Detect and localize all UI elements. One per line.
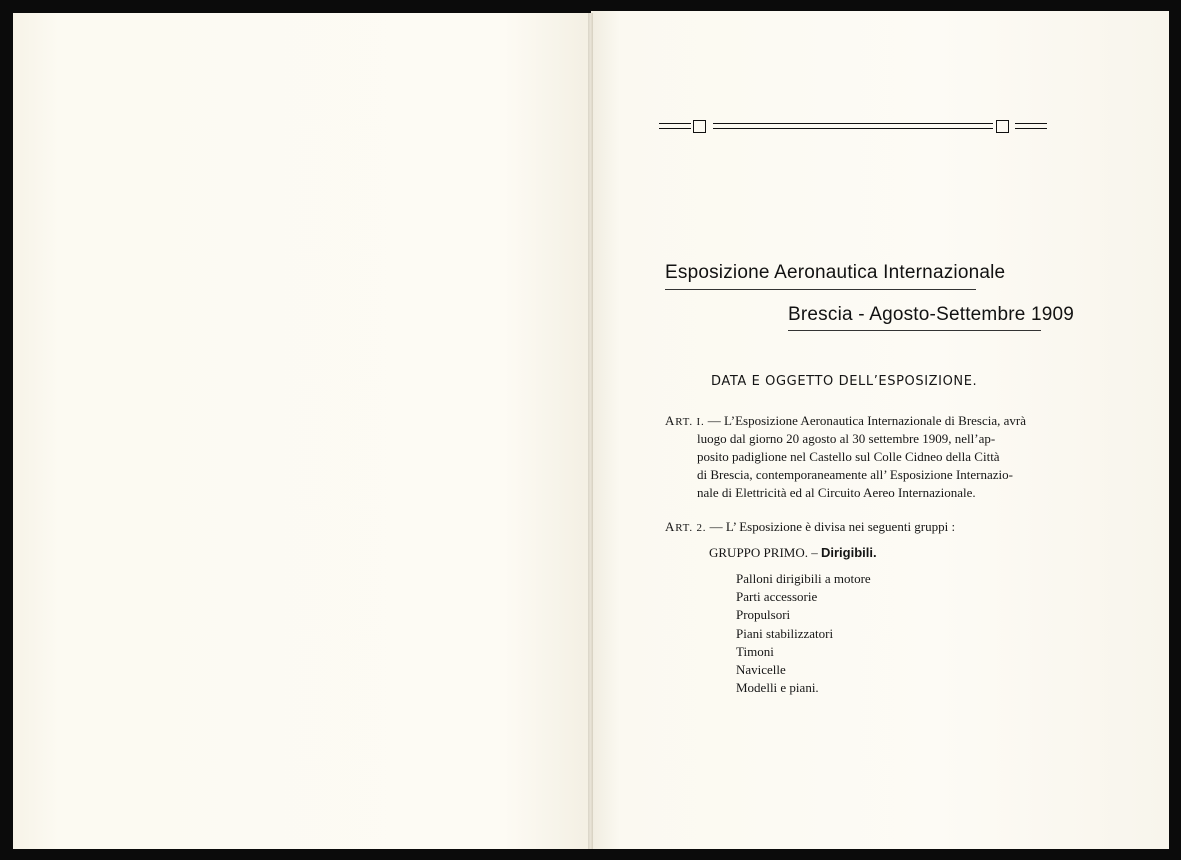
list-item: Propulsori (736, 607, 791, 623)
group-items-list (736, 570, 871, 697)
list-item: Timoni (736, 643, 774, 659)
article-1-text-line: posito padiglione nel Castello sul Colle Cidneo della Città (697, 449, 1000, 464)
ornament-square-right (996, 120, 1009, 133)
subtitle-underline (788, 330, 1041, 331)
decorative-ornament-rule (659, 119, 1047, 137)
list-item: Palloni dirigibili a motore (736, 571, 871, 586)
article-1-text-line: luogo dal giorno 20 agosto al 30 settembre 1909, nell’ap- (697, 431, 996, 446)
list-item: Parti accessorie (736, 589, 818, 605)
list-item: Modelli e piani. (736, 680, 819, 696)
left-page-blank (13, 13, 591, 849)
article-1-text-line: — L’Esposizione Aeronautica Internazionale di Brescia, avrà (707, 413, 1027, 428)
article-2-label: ART. 2. (665, 519, 707, 534)
group-heading (709, 545, 877, 561)
document-subtitle: Brescia - Agosto-Settembre 1909 (788, 304, 1075, 325)
article-1-first-line (665, 412, 1026, 431)
article-1-label: ART. I. (665, 413, 705, 428)
article-1-text-line: di Brescia, contemporaneamente all’ Esposizione Internazio- (697, 467, 1013, 482)
list-item: Piani stabilizzatori (736, 625, 834, 641)
list-item: Navicelle (736, 662, 786, 678)
document-title: Esposizione Aeronautica Internazionale (665, 262, 1006, 283)
article-2 (665, 518, 955, 537)
ornament-square-left (693, 120, 706, 133)
group-label: GRUPPO PRIMO. – (709, 545, 821, 560)
article-2-text: — L’ Esposizione è divisa nei seguenti gruppi : (709, 519, 956, 534)
group-name: Dirigibili. (820, 545, 877, 560)
section-heading: DATA E OGGETTO DELL’ESPOSIZIONE. (711, 374, 978, 389)
title-underline (665, 289, 976, 290)
book-gutter (588, 13, 593, 849)
article-1-text-line: nale di Elettricità ed al Circuito Aereo Internazionale. (697, 485, 976, 500)
